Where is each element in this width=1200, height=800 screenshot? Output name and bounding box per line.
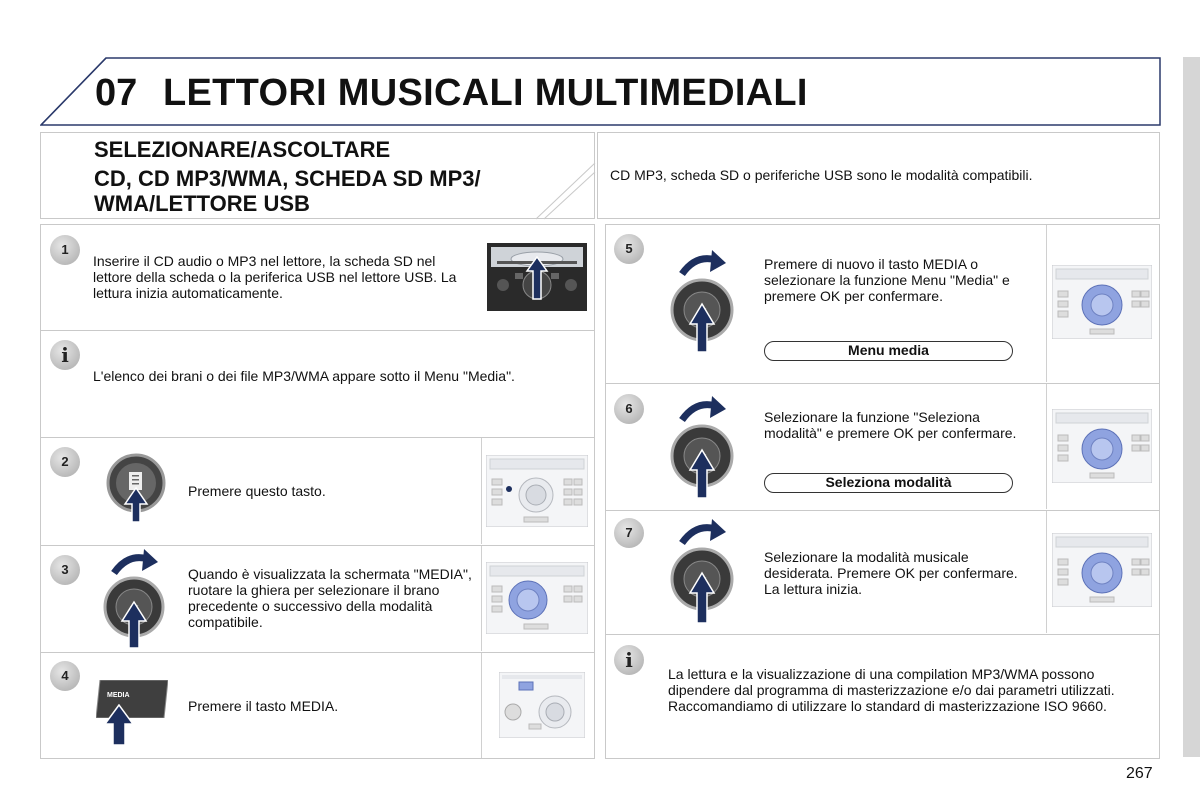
seleziona-modalita-pill: Seleziona modalità: [764, 473, 1013, 493]
info-text: La lettura e la visualizzazione di una compilation MP3/WMA possono dipendere dal programma di masterizzazione e/o dai parametri utilizzati. Raccomandiamo di utilizzare lo standard di masterizzazione ISO 9660.: [668, 666, 1115, 714]
step-5-text: Premere di nuovo il tasto MEDIA o selezionare la funzione Menu "Media" e premere OK per confermare.: [764, 256, 1010, 304]
side-tab-strip: [1183, 57, 1200, 757]
radio-panel-illustration: [499, 672, 585, 738]
page-title: LETTORI MUSICALI MULTIMEDIALI: [163, 72, 808, 114]
page-number: 267: [1126, 765, 1153, 782]
step-badge-2: 2: [50, 447, 80, 477]
radio-panel-illustration: [1052, 409, 1152, 483]
info-badge: i: [614, 645, 644, 675]
info-badge: i: [50, 340, 80, 370]
media-key-label: MEDIA: [107, 692, 130, 699]
press-arrow-icon: [102, 704, 136, 746]
divider: [605, 634, 1160, 635]
radio-panel-illustration: [1052, 533, 1152, 607]
section-heading: SELEZIONARE/ASCOLTARE: [94, 137, 391, 162]
chapter-number: 07: [95, 72, 138, 114]
rotary-knob-icon: [668, 392, 738, 500]
cd-slot-illustration: [487, 243, 587, 311]
step-badge-4: 4: [50, 661, 80, 691]
step-7-text: Selezionare la modalità musicale desiderata. Premere OK per confermare. La lettura inizia.: [764, 549, 1018, 597]
step-badge-7: 7: [614, 518, 644, 548]
compat-note: CD MP3, scheda SD o periferiche USB sono le modalità compatibili.: [610, 167, 1033, 183]
radio-panel-illustration: [486, 562, 588, 634]
step-3-text: Quando è visualizzata la schermata "MEDIA", ruotare la ghiera per selezionare il brano precedente o successivo della modalità compatibile.: [188, 566, 472, 630]
step-1-text: Inserire il CD audio o MP3 nel lettore, la scheda SD nel lettore della scheda o la periferica USB nel lettore USB. La lettura inizia automaticamente.: [93, 253, 457, 301]
section-subheading: CD, CD MP3/WMA, SCHEDA SD MP3/ WMA/LETTORE USB: [94, 166, 481, 216]
step-badge-6: 6: [614, 394, 644, 424]
divider: [40, 330, 595, 331]
step-badge-1: 1: [50, 235, 80, 265]
rotary-knob-icon: [668, 246, 738, 354]
menu-media-pill: Menu media: [764, 341, 1013, 361]
radio-panel-illustration: [486, 455, 588, 527]
intro-fold: [536, 162, 596, 220]
rotary-knob-icon: [668, 515, 738, 625]
step-2-text: Premere questo tasto.: [188, 483, 326, 499]
media-button-icon: [105, 452, 167, 524]
step-badge-3: 3: [50, 555, 80, 585]
step-6-text: Selezionare la funzione "Seleziona modalità" e premere OK per confermare.: [764, 409, 1017, 441]
radio-panel-illustration: [1052, 265, 1152, 339]
step-4-text: Premere il tasto MEDIA.: [188, 698, 339, 714]
info-text: L'elenco dei brani o dei file MP3/WMA appare sotto il Menu "Media".: [93, 368, 515, 384]
rotary-knob-icon: [100, 545, 170, 650]
step-badge-5: 5: [614, 234, 644, 264]
